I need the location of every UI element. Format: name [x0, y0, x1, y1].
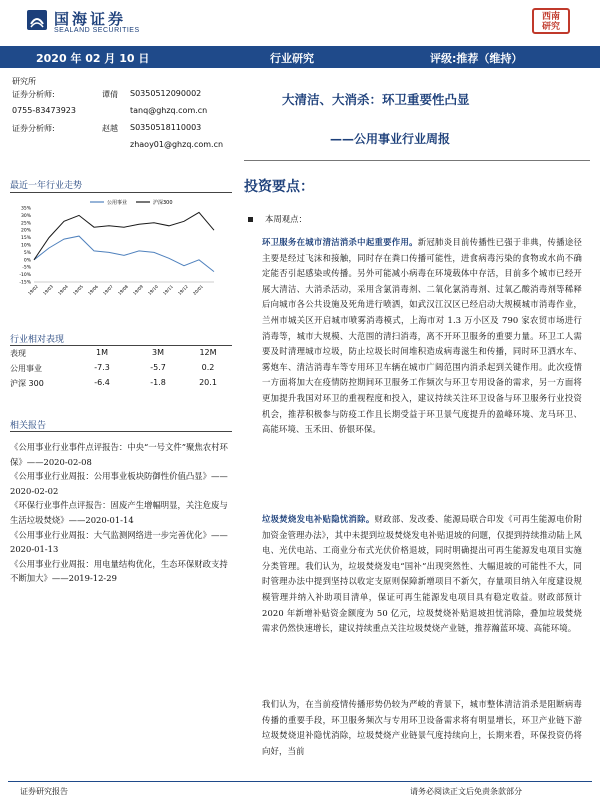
- table-header-row: [10, 348, 230, 363]
- y-tick-label: 25%: [20, 221, 31, 227]
- trend-title: 最近一年行业走势: [10, 181, 83, 191]
- company-logo-text: 国海证券: [54, 10, 127, 28]
- related-reports-title: 相关报告: [10, 421, 47, 431]
- analyst-email[interactable]: tanq@ghzq.com.cn: [130, 106, 208, 115]
- table-cell: -1.8: [150, 378, 166, 387]
- x-tick-label: 19/11: [161, 283, 174, 296]
- performance-table: [10, 348, 230, 393]
- footer-disclaimer[interactable]: 请务必阅读正文后免责条款部分: [410, 787, 522, 796]
- paragraph-incineration: [262, 512, 582, 637]
- x-tick-label: 19/12: [176, 283, 189, 296]
- report-date: 2020 年 02 月 10 日: [36, 52, 150, 65]
- y-tick-label: -15%: [19, 280, 31, 286]
- weekly-view-label: [248, 213, 307, 225]
- related-report-item[interactable]: 《公用事业行业周报：大气监测网络进一步完善优化》——2020-01-13: [10, 529, 228, 555]
- analyst-phone: 0755-83473923: [12, 106, 76, 115]
- y-tick-label: 10%: [20, 243, 31, 249]
- performance-divider: [10, 345, 232, 346]
- table-cell: -5.7: [150, 363, 166, 372]
- analyst-label: 证券分析师:: [12, 124, 55, 133]
- report-info-bar: [0, 46, 600, 68]
- related-report-item[interactable]: 《公用事业行业周报：用电量结构优化，生态环保财政支持不断加大》——2019-12-29: [10, 558, 228, 584]
- x-tick-label: 19/05: [71, 283, 84, 296]
- report-type: 行业研究: [270, 52, 314, 65]
- analyst-cert: S0350512090002: [130, 89, 202, 98]
- report-rating: 评级:推荐（维持）: [430, 52, 523, 65]
- x-tick-label: 19/06: [86, 283, 99, 296]
- analyst-label: 证券分析师:: [12, 90, 55, 99]
- paragraph-body: 新冠肺炎目前传播性已强于非典，传播途径主要是经过飞沫和接触，同时存在粪口传播可能性，进食病毒污染的食物或水尚不确定能否引起感染或传播。另外可能减小病毒在环境载体中存活，目前多个城市已经开展大清洁、大消杀活动，采用含氯消毒剂、二氧化氯消毒剂、过氧乙酸消毒剂等稀释后向城市各公共设施及死角进行喷洒，如武汉江汉区已经启动大规模城市消毒作业，兰州市城关区开启城市喷雾消毒模式，上海市对 1.3 万小区及 790 家农贸市场进行消毒等，城市大规模、大范围的清扫消毒，离不开环卫服务的重要力量。环卫工人需要及时清理城市垃圾，防止垃圾长时间堆积造成病毒滋生和传播，同时环卫洒水车、雾炮车、清洁消毒车等专用环卫车辆在城市广阔范围内消杀起到关键作用。此次疫情一方面将加大在疫情防控期间环卫服务工作频次与环卫专用设备的需求，另一方面将更加提升我国对环卫的重视程度和投入，建议持续关注环卫设备与环卫服务行业投资机会，推荐积极参与防疫工作且长期受益于环卫景气度提升的盈峰环境、龙马环卫、高能环境、玉禾田、侨银环保。: [262, 237, 582, 435]
- report-title: 大清洁、大消杀：环卫重要性凸显: [282, 92, 470, 107]
- table-cell: 沪深 300: [10, 379, 44, 388]
- footer-divider: [8, 781, 592, 782]
- related-report-item[interactable]: 《环保行业事件点评报告：固废产生增幅明显，关注危废与生活垃圾焚烧》——2020-01-14: [10, 500, 228, 525]
- x-tick-label: 20/01: [191, 283, 204, 296]
- paragraph-sanitation: [262, 235, 582, 438]
- paragraph-lead: 垃圾焚烧发电补贴隐忧消除。: [262, 514, 375, 524]
- paragraph-conclusion: [262, 697, 582, 759]
- table-cell: -7.3: [94, 363, 110, 372]
- y-tick-label: -5%: [22, 265, 31, 271]
- paragraph-lead: 环卫服务在城市清洁消杀中起重要作用。: [262, 237, 418, 247]
- x-tick-label: 19/10: [146, 283, 159, 296]
- x-tick-label: 19/03: [41, 283, 54, 296]
- y-tick-label: 5%: [23, 250, 31, 256]
- footer-left: 证券研究报告: [20, 787, 68, 796]
- series-line-utilities: [34, 236, 214, 272]
- analyst-row-4: [12, 140, 230, 152]
- header-cell: 12M: [199, 348, 217, 357]
- x-tick-label: 19/09: [131, 283, 144, 296]
- paragraph-body: 我们认为，在当前疫情传播形势仍较为严峻的背景下，城市整体清洁消杀是阻断病毒传播的重要手段，环卫服务频次与专用环卫设备需求将有明显增长，环卫产业链下游垃圾焚烧退补隐忧消除，垃圾焚烧产业链景气度持续向上，长期来看，环保投资仍将向好，当前: [262, 699, 582, 756]
- table-cell: -6.4: [94, 378, 110, 387]
- analyst-email[interactable]: zhaoy01@ghzq.com.cn: [130, 140, 224, 149]
- x-tick-label: 19/02: [26, 283, 39, 296]
- company-logo-english: SEALAND SECURITIES: [54, 27, 140, 34]
- weekly-view-text: 本周观点：: [265, 214, 307, 224]
- research-institute-label: 研究所: [12, 77, 36, 86]
- x-tick-label: 19/07: [101, 283, 114, 296]
- legend-label-csi300: 沪深300: [153, 200, 173, 206]
- header-cell: 3M: [152, 348, 164, 357]
- header-cell: 表现: [10, 349, 26, 358]
- table-row: [10, 378, 230, 393]
- table-cell: 公用事业: [10, 364, 42, 373]
- x-tick-label: 19/04: [56, 283, 69, 296]
- y-tick-label: 20%: [20, 228, 31, 234]
- series-line-csi300: [34, 212, 214, 259]
- y-tick-label: 30%: [20, 213, 31, 219]
- analyst-row-2: [12, 106, 230, 118]
- analyst-name: 赵越: [102, 124, 118, 133]
- research-seal-stamp: 西南 研究: [532, 8, 570, 34]
- header-cell: 1M: [96, 348, 108, 357]
- sealand-logo-icon: [26, 9, 48, 31]
- trend-divider: [10, 192, 232, 193]
- paragraph-body: 财政部、发改委、能源局联合印发《可再生能源电价附加资金管理办法》，其中未提到垃圾焚烧发电补贴退坡的问题，仅提到持续推动陆上风电、光伏电站、工商业分布式光伏价格退坡，同时明确提出可再生能源发电项目实施分类管理。我们认为，垃圾焚烧发电“国补”出现突然性、大幅退坡的可能性不大，同时管理办法中提到坚持以收定支原则保障新增项目不新欠，存量项目纳入年度建设规模管理并纳入补助项目清单，保证可再生能源发电项目具有稳定收益。财政部预计 2020 年新增补贴资金额度为 50 亿元，垃圾焚烧补贴退坡担忧消除，叠加垃圾焚烧需求仍然快速增长，建议持续重点关注垃圾焚烧产业链，推荐瀚蓝环境、高能环境。: [262, 514, 582, 634]
- table-cell: 20.1: [199, 378, 217, 387]
- title-divider: [244, 160, 590, 161]
- table-cell: 0.2: [201, 363, 215, 372]
- related-reports-divider: [10, 431, 232, 432]
- legend-label-utilities: 公用事业: [107, 200, 128, 206]
- y-tick-label: 35%: [20, 206, 31, 212]
- bullet-square-icon: [248, 217, 253, 222]
- y-tick-label: 0%: [23, 258, 31, 264]
- table-row: [10, 363, 230, 378]
- performance-title: 行业相对表现: [10, 335, 65, 345]
- y-tick-label: 15%: [20, 236, 31, 242]
- related-report-item[interactable]: 《公用事业行业周报：公用事业板块防御性价值凸显》——2020-02-02: [10, 471, 228, 496]
- related-report-item[interactable]: 《公用事业行业事件点评报告：中央“一号文件”聚焦农村环保》——2020-02-08: [10, 442, 228, 467]
- analyst-name: 谭倩: [102, 90, 118, 99]
- industry-trend-chart: [8, 196, 232, 300]
- analyst-row-3: [12, 123, 230, 135]
- analyst-cert: S0350518110003: [130, 123, 202, 132]
- analyst-row-1: [12, 89, 230, 101]
- y-tick-label: -10%: [19, 273, 31, 279]
- related-reports-list: [10, 440, 232, 586]
- report-subtitle: ——公用事业行业周报: [330, 132, 451, 146]
- x-tick-label: 19/08: [116, 283, 129, 296]
- investment-highlights-heading: 投资要点：: [244, 179, 314, 195]
